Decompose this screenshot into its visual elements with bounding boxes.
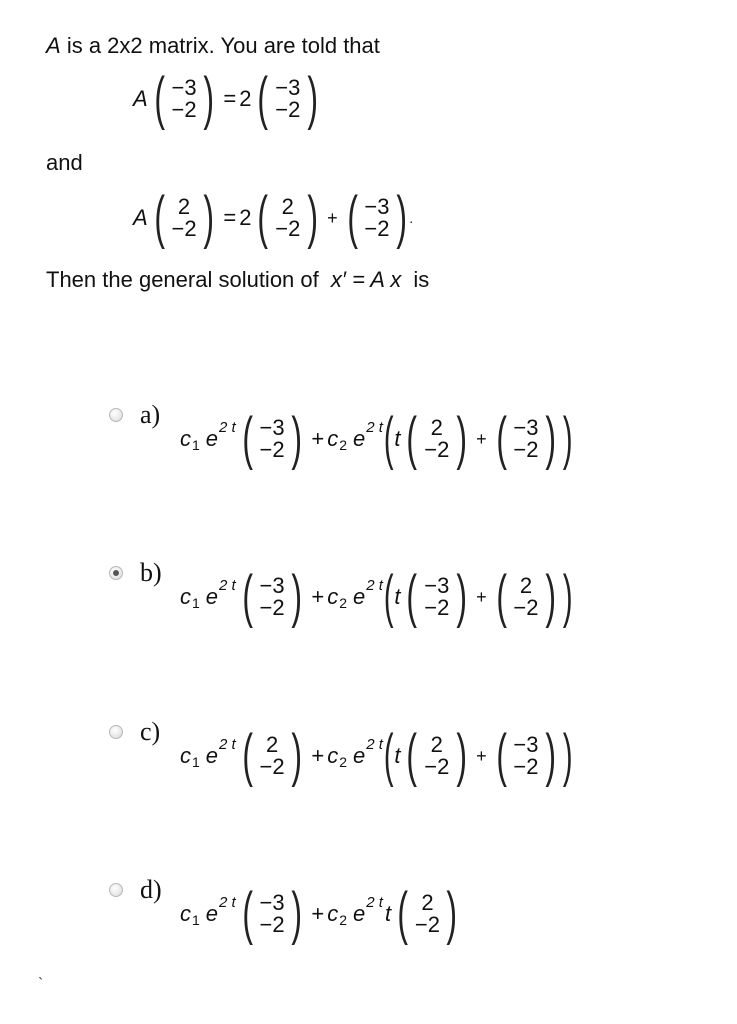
eq2-rhs-vector-1: ( 2 −2 ) [257, 185, 318, 250]
eq2-equals: = [223, 205, 237, 230]
eq1-coef: 2 [239, 86, 252, 111]
eq2-period: . [409, 210, 414, 226]
radio-unselected-icon[interactable] [109, 725, 123, 739]
eq2-lhs-vector: ( 2 −2 ) [154, 185, 214, 250]
option-c-radio[interactable] [109, 725, 123, 739]
option-d-label[interactable]: d) [140, 875, 162, 904]
equation-2 [133, 185, 414, 250]
eq1-lhs-vector: ( −3 −2 ) [154, 66, 214, 131]
option-c-formula: c 1 e 2 t ( 2 −2 ) + c 2 e 2 t ( t ( 2 −2 ) + ( −3 −2 ) ) [180, 723, 573, 788]
eq2-coef: 2 [239, 205, 252, 230]
option-b-label[interactable]: b) [140, 558, 162, 587]
eq2-lhs-var: A [133, 205, 148, 230]
eq1-rhs-vector: ( −3 −2 ) [257, 66, 318, 131]
eq1-equals: = [223, 86, 237, 111]
eq2-rhs-vector-2: ( −3 −2 ) [346, 185, 407, 250]
option-d-radio[interactable] [109, 883, 123, 897]
option-d-formula: c 1 e 2 t ( −3 −2 ) + c 2 e 2 t t ( 2 −2 ) [180, 881, 458, 946]
question-intro [46, 33, 380, 59]
option-a-formula: c 1 e 2 t ( −3 −2 ) + c 2 e 2 t ( t ( 2 −2 ) + ( −3 −2 ) ) [180, 406, 573, 471]
option-a-radio[interactable] [109, 408, 123, 422]
closing-equation: x′ = A x [330, 267, 402, 292]
closing-end: is [413, 267, 430, 292]
radio-unselected-icon[interactable] [109, 408, 123, 422]
connector-text: and [46, 150, 83, 175]
radio-selected-icon[interactable] [109, 566, 123, 580]
question-closing [46, 267, 429, 293]
eq1-lhs-var: A [133, 86, 148, 111]
equation-1 [133, 66, 324, 131]
footer-mark: ` [38, 976, 44, 993]
option-a-label[interactable]: a) [140, 400, 161, 429]
option-c-label[interactable]: c) [140, 717, 161, 746]
option-b-formula: c 1 e 2 t ( −3 −2 ) + c 2 e 2 t ( t ( −3 −2 ) + ( 2 −2 ) ) [180, 564, 573, 629]
matrix-variable: A [46, 33, 61, 58]
eq2-plus: + [327, 207, 338, 228]
radio-unselected-icon[interactable] [109, 883, 123, 897]
closing-text: Then the general solution of [46, 267, 319, 292]
intro-text: is a 2x2 matrix. You are told that [66, 33, 380, 58]
option-b-radio[interactable] [109, 566, 123, 580]
